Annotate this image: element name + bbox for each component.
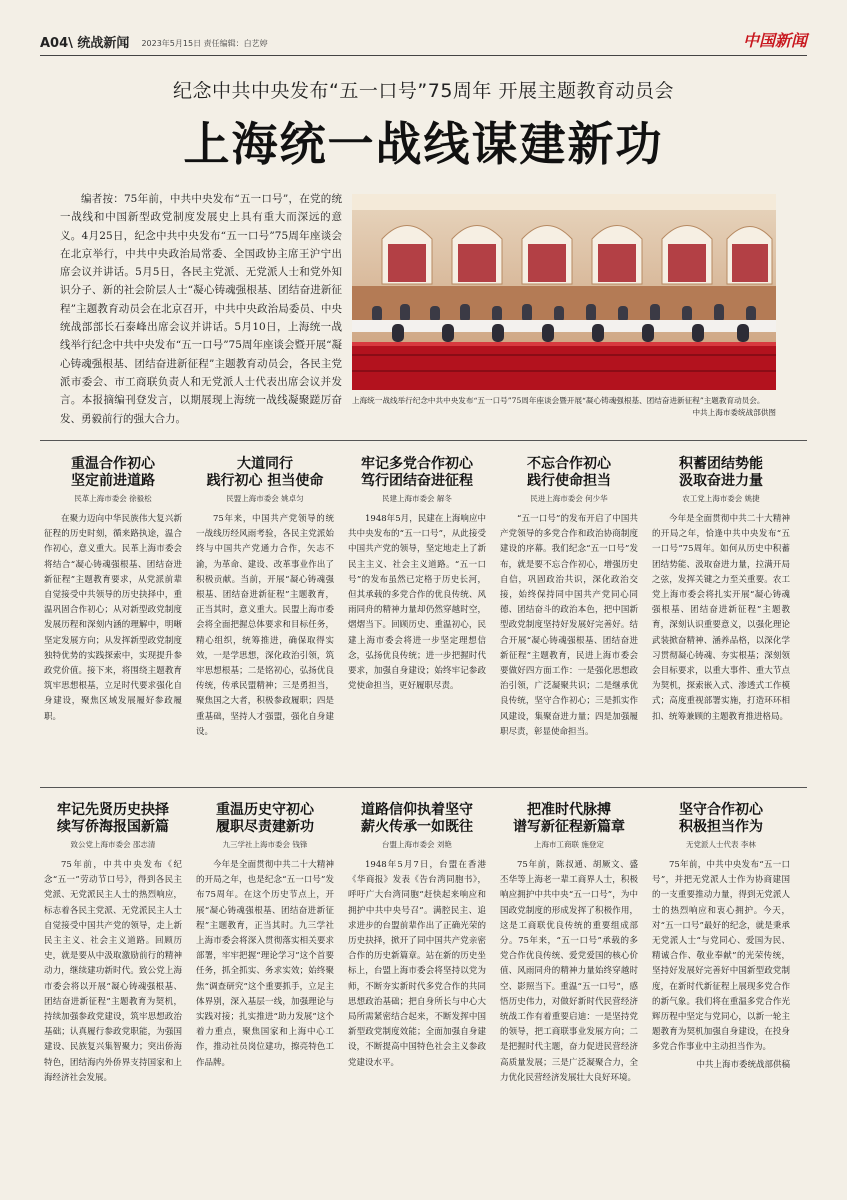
article-credit: 中共上海市委统战部供稿 xyxy=(696,1059,790,1070)
editor-note: 编者按：75年前，中共中央发布“五一口号”，在党的统一战线和中国新型政党制度发展史上具有重大而深远的意义。4月25日，纪念中共中央发布“五一口号”75周年座谈会在北京举行，中共中央政治局常委、全国政协主席王沪宁出席会议并讲话。5月5日，各民主党派、无党派人士和党外知识分子、新的社会阶层人士“凝心铸魂强根基、团结奋进新征程”主题教育动员会在北京召开，中共中央政治局委员、中央统战部部长石泰峰出席会议并讲话。5月10日，上海统一战线举行纪念中共中央发布“五一口号”75周年座谈会暨开展“凝心铸魂强根基、团结奋进新征程”主题教育动员会，各民主党派市委会、市工商联负责人和无党派人士代表出席会议并发言。本报摘编刊登发言，以期展现上海统一战线凝聚蹉厉奋发、勇毅前行的强大合力。 xyxy=(60,193,342,425)
title-line-2: 践行使命担当 xyxy=(527,473,611,489)
article-9 xyxy=(500,802,638,1086)
article-title xyxy=(348,802,486,836)
article-7 xyxy=(196,802,334,1071)
article-byline: 民建上海市委会 解冬 xyxy=(382,494,452,503)
article-title xyxy=(348,456,486,490)
title-line-2: 汲取奋进力量 xyxy=(679,473,763,489)
article-body: 在聚力迈向中华民族伟大复兴新征程的历史时刻，循来路执途，温合作初心，意义重大。民革上海市委会将结合“凝心铸魂强根基、团结奋进新征程”主题教育要求，从党派前辈自觉接受中共领导的历史抉择中，重温巩固合作初心；从对新型政党制度发展历程和深刻内涵的理解中，明晰坚定发展方向；从发挥新型政党制度独特优势的实践探索中，实现提升参政党价值。接下来，将围绕主题教育筑牢思想根基，立足时代要求强化自身建设，聚焦区域发展履好参政履职。 xyxy=(44,514,182,722)
title-line-2: 谱写新征程新篇章 xyxy=(513,819,625,835)
article-6 xyxy=(44,802,182,1086)
title-line-1: 道路信仰执着坚守 xyxy=(361,802,473,818)
article-byline: 无党派人士代表 李林 xyxy=(686,840,756,849)
title-line-1: 重温合作初心 xyxy=(71,456,155,472)
article-title xyxy=(44,802,182,836)
article-title xyxy=(196,802,334,836)
title-line-1: 积蓄团结势能 xyxy=(679,456,763,472)
article-byline: 民革上海市委会 徐毅松 xyxy=(74,494,152,503)
issue-meta: 2023年5月15日 责任编辑：白艺婷 xyxy=(141,39,268,48)
masthead xyxy=(40,30,807,56)
article-byline: 上海市工商联 施登定 xyxy=(534,840,604,849)
caption-text: 上海统一战线举行纪念中共中央发布“五一口号”75周年座谈会暨开展“凝心铸魂强根基、团结奋进新征程”主题教育动员会。 xyxy=(352,396,765,405)
article-4 xyxy=(500,456,638,740)
title-line-1: 牢记先贤历史抉择 xyxy=(57,802,169,818)
article-title xyxy=(652,456,790,490)
article-byline: 民进上海市委会 何少华 xyxy=(530,494,608,503)
article-body: 1948年5月7日，台盟在香港《华商报》发表《告台湾同胞书》，呼吁广大台湾同胞“赶快起来响应和拥护中共中央号召”。满腔民主、追求进步的台盟前辈作出了正确光荣的历史抉择，掀开了同中国共产党亲密合作的历史新篇章。站在新的历史坐标上，台盟上海市委会将坚持以党为师，不断夯实新时代多党合作的共同思想政治基础；把自身所长与中心大局所需紧密结合起来，不断发挥中国新型政党制度效能；全面加强自身建设，不断提高中国特色社会主义参政党建设水平。 xyxy=(348,860,486,1068)
page-section-label: A04\ 统战新闻 xyxy=(40,36,130,51)
article-body: 今年是全面贯彻中共二十大精神的开局之年，也是纪念“五一口号”发布75周年。在这个历史节点上，开展“凝心铸魂强根基、团结奋进新征程”主题教育，正当其时。九三学社上海市委会将深入贯彻落实相关要求部署，牢牢把握“理论学习”这个首要任务，抓全抓实、务求实效；始终聚焦“调查研究”这个重要抓手，立足主体界别，深入基层一线，加强理论与实践对接；扎实推进“助力发展”这个着力重点，聚焦国家和上海中心工作，推动社员岗位建功，擦亮特色工作品牌。 xyxy=(196,860,334,1068)
article-2 xyxy=(196,456,334,740)
divider xyxy=(40,787,807,788)
newspaper-brand-logo: 中国新闻 xyxy=(742,31,807,50)
article-title xyxy=(500,802,638,836)
title-line-2: 履职尽责建新功 xyxy=(216,819,314,835)
article-body: 75年前，中共中央发布《纪念“五一”劳动节口号》，得到各民主党派、无党派民主人士的热烈响应，标志着各民主党派、无党派民主人士自觉接受中国共产党的领导，走上新民主主义、社会主义道路。回顾历史，就是要从中汲取激励前行的精神动力，继续建功新时代。致公党上海市委会将以开展“凝心铸魂强根基、团结奋进新征程”主题教育为契机，持续加强参政党建设，筑牢思想政治基础；认真履行参政党职能，为强国建设、民族复兴集智聚力；突出侨海特色，团结海内外侨界支持国家和上海经济社会发展。 xyxy=(44,860,182,1083)
title-line-1: 重温历史守初心 xyxy=(216,802,314,818)
divider xyxy=(40,440,807,441)
article-byline: 民盟上海市委会 姚卓匀 xyxy=(226,494,304,503)
title-line-1: 坚守合作初心 xyxy=(679,802,763,818)
meeting-photo xyxy=(352,194,776,390)
article-byline: 台盟上海市委会 刘艳 xyxy=(382,840,452,849)
article-body: 今年是全面贯彻中共二十大精神的开局之年，恰逢中共中央发布“五一口号”75周年。如何从历史中积蓄团结势能、汲取奋进力量，拉满开局之弦，发挥关键之力至关重要。农工党上海市委会将扎实开展“凝心铸魂强根基、团结奋进新征程”主题教育，深刻认识重要意义，以强化理论武装掀奋精神、涵养品格，以深化学习贯彻凝心铸魂、夯实根基；深刻领会目标要求，以重大事件、重大节点为契机，探索嵌入式、渗透式工作模式；高度重视部署实施，打造环环相扣、统筹兼顾的主题教育推进格局。 xyxy=(652,514,790,722)
article-8 xyxy=(348,802,486,1071)
title-line-1: 大道同行 xyxy=(237,456,293,472)
meeting-hall-illustration xyxy=(352,194,776,390)
article-body: “五一口号”的发布开启了中国共产党领导的多党合作和政治协商制度建设的序幕。我们纪念“五一口号”发布，就是要不忘合作初心，增强历史自信，巩固政治共识，深化政治交接，始终保持同中国共产党同心同德、团结奋斗的政治本色，把中国新型政党制度坚持好发展好完善好。结合开展“凝心铸魂强根基、团结奋进新征程”主题教育，民进上海市委会要做好四方面工作：一是强化思想政治引领，广泛凝聚共识；二是继承优良传统，坚守合作初心；三是抓实作风建设，集聚奋进力量；四是加强履职尽责，彰显使命担当。 xyxy=(500,514,638,737)
article-3 xyxy=(348,456,486,694)
title-line-2: 积极担当作为 xyxy=(679,819,763,835)
article-title xyxy=(196,456,334,490)
title-line-1: 把准时代脉搏 xyxy=(527,802,611,818)
main-headline: 上海统一战线谋建新功 xyxy=(183,117,664,171)
title-line-1: 不忘合作初心 xyxy=(527,456,611,472)
article-10 xyxy=(652,802,790,1073)
photo-caption xyxy=(352,395,776,419)
title-line-2: 笃行团结奋进征程 xyxy=(361,473,473,489)
article-byline: 致公党上海市委会 邵志清 xyxy=(70,840,156,849)
article-title xyxy=(500,456,638,490)
article-body: 75年前，中共中央发布“五一口号”，并把无党派人士作为协商建国的一支重要推动力量，得到无党派人士的热烈响应和衷心拥护。今天，对“五一口号”最好的纪念，就是秉承无党派人士“与党同心、爱国为民、精诚合作、敬业奉献”的光荣传统，坚持好发展好完善好中国新型政党制度，在新时代新征程上展现多党合作的新气象。我们将在重温多党合作光辉历程中坚定与党同心，以新一轮主题教育为契机加强自身建设，在投身多党合作事业中主动担当作为。 xyxy=(652,860,790,1053)
title-line-2: 薪火传承一如既往 xyxy=(361,819,473,835)
subheadline: 纪念中共中央发布“五一口号”75周年 开展主题教育动员会 xyxy=(173,80,674,102)
article-byline: 九三学社上海市委会 钱锋 xyxy=(222,840,308,849)
article-byline: 农工党上海市委会 姚捷 xyxy=(682,494,760,503)
title-line-2: 坚定前进道路 xyxy=(71,473,155,489)
photo-credit: 中共上海市委统战部供图 xyxy=(692,408,776,417)
article-title xyxy=(652,802,790,836)
article-body: 75年前，陈叔通、胡厥文、盛丕华等上海老一辈工商界人士，积极响应拥护中共中央“五一口号”，为中国政党制度的形成发挥了积极作用，这是工商联优良传统的重要组成部分。75年来，“五一口号”承载的多党合作优良传统、爱党爱国的核心价值、风雨同舟的精神力量始终穿越时空、影照当下。重温“五一口号”，感悟历史伟力，对做好新时代民营经济统战工作有着重要启迪：一是坚持党的领导，把工商联事业发展方向；二是把握时代主题，奋力促进民营经济高质量发展；三是广泛凝聚合力，全力优化民营经济发展壮大良好环境。 xyxy=(500,860,638,1083)
title-line-2: 续写侨海报国新篇 xyxy=(57,819,169,835)
article-body: 1948年5月，民建在上海响应中共中央发布的“五一口号”，从此接受中国共产党的领导，坚定地走上了新民主主义、社会主义道路。“五一口号”的发布虽然已定格于历史长河，但其承载的多党合作的优良传统、风雨同舟的精神力量却仍然穿越时空，熠熠当下。回顾历史、重温初心，民建上海市委会将进一步坚定理想信念，弘扬优良传统；进一步把握时代要求，加强自身建设；始终牢记参政党使命担当，更好履职尽责。 xyxy=(348,514,486,692)
article-5 xyxy=(652,456,790,725)
article-body: 75年来，中国共产党领导的统一战线历经风雨考验，各民主党派始终与中国共产党通力合作，矢志不渝，为革命、建设、改革事业作出了积极贡献。当前，开展“凝心铸魂强根基、团结奋进新征程”主题教育，正当其时，意义重大。民盟上海市委会将全面把握总体要求和目标任务，精心组织，统筹推进，确保取得实效，一是学思想，深化政治引领，筑牢思想根基；二是铭初心，弘扬优良传统，传承民盟精神；三是勇担当，聚焦国之大者，积极参政履职；四是重基础，坚持人才强盟，强化自身建设。 xyxy=(196,514,334,737)
article-1 xyxy=(44,456,182,725)
title-line-2: 践行初心 担当使命 xyxy=(206,473,324,489)
title-line-1: 牢记多党合作初心 xyxy=(361,456,473,472)
article-title xyxy=(44,456,182,490)
